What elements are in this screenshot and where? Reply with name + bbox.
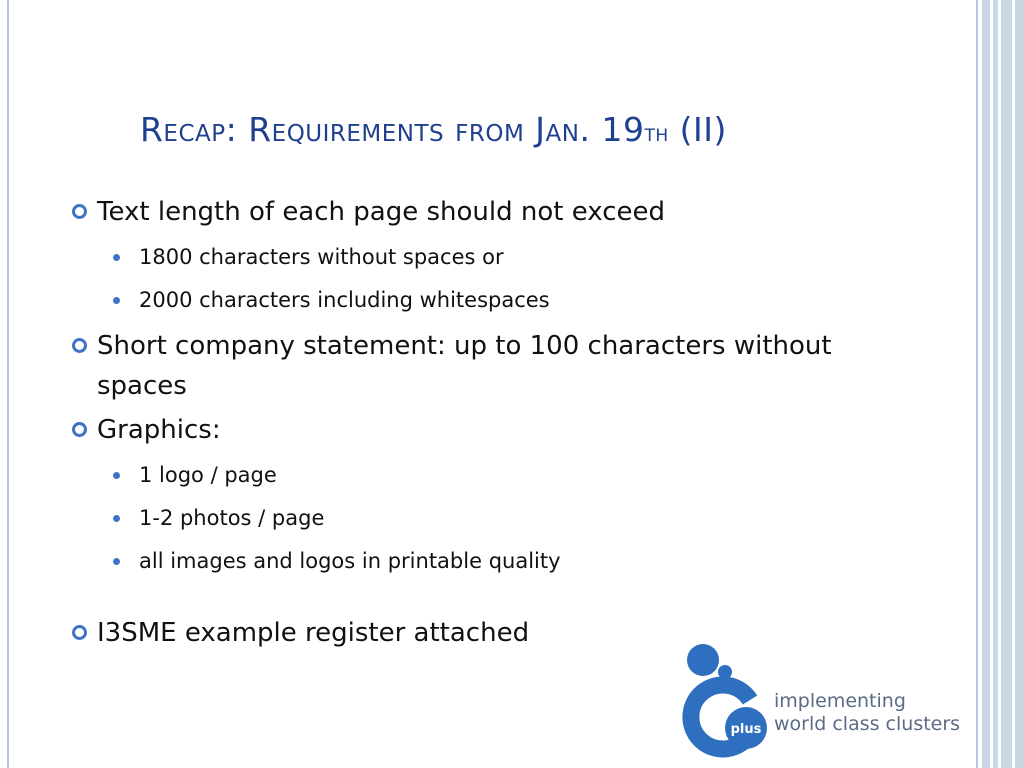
bullet-text: Text length of each page should not exceed [97,197,665,227]
sub-bullet-text: 1-2 photos / page [139,506,325,530]
logo-tagline-line1: implementing [774,690,906,712]
ring-bullet-icon [72,204,87,219]
sub-bullet-item [70,454,890,497]
dot-bullet-icon [113,472,120,479]
frame-stripe [998,0,1001,768]
ring-bullet-icon [72,422,87,437]
sub-bullet-text: 1 logo / page [139,463,277,487]
ring-bullet-icon [72,625,87,640]
logo-mark-text: plus [730,722,762,737]
ring-bullet-icon [72,338,87,353]
dot-bullet-icon [113,515,120,522]
title-suffix: th [644,119,669,147]
title-tail: (II) [668,110,727,149]
logo-dot-large [687,644,719,676]
spacer [70,583,890,613]
dot-bullet-icon [113,297,120,304]
frame-stripe [990,0,993,768]
frame-left-line [7,0,9,768]
sub-bullet-item [70,497,890,540]
sub-bullet-item [70,279,890,322]
bullet-list [70,192,890,657]
bullet-item [70,410,890,450]
sub-bullet-text: all images and logos in printable quality [139,549,561,573]
bullet-text: Short company statement: up to 100 characters without spaces [97,331,832,401]
sub-bullet-item [70,236,890,279]
frame-right-line [976,0,978,768]
frame-right-band [982,0,1024,768]
slide-title [140,110,960,149]
frame-stripe [1012,0,1015,768]
logo-tagline-line2: world class clusters [774,713,961,735]
title-main: Recap: Requirements from Jan. 19 [140,110,645,149]
bullet-item [70,326,897,406]
sub-bullet-text: 1800 characters without spaces or [139,245,504,269]
bullet-text: I3SME example register attached [97,618,530,648]
dot-bullet-icon [113,558,120,565]
sub-bullet-item [70,540,890,583]
bullet-text: Graphics: [97,415,221,445]
bullet-item [70,192,890,232]
sub-bullet-text: 2000 characters including whitespaces [139,288,550,312]
dot-bullet-icon [113,254,120,261]
